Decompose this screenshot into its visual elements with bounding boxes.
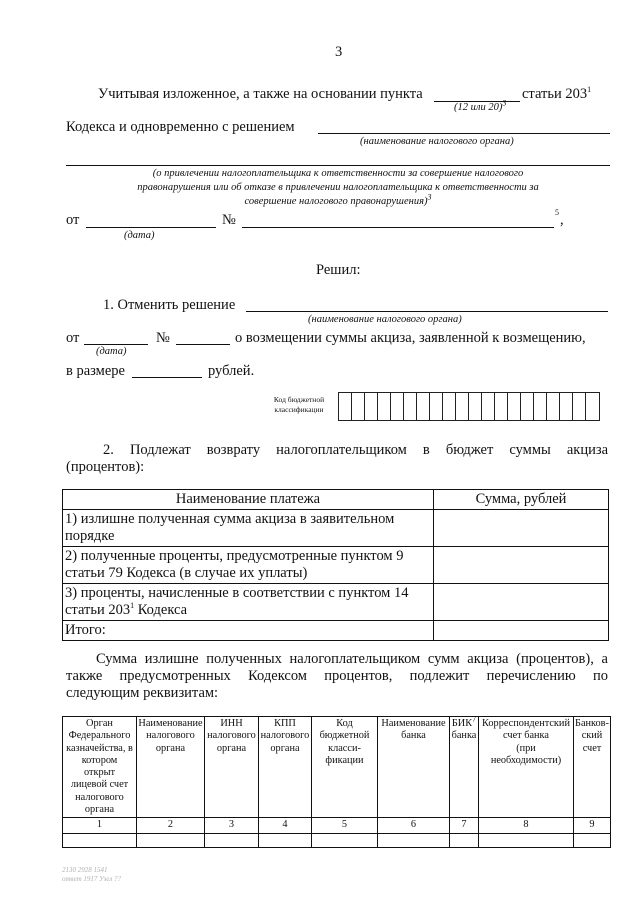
requisites-header-row xyxy=(63,717,611,818)
payment-sum-cell[interactable] xyxy=(434,584,609,621)
column-number-cell: 4 xyxy=(259,818,312,833)
kbk-digit-box[interactable] xyxy=(586,393,599,420)
requisite-value-cell[interactable] xyxy=(205,833,259,847)
authority-name-header: Наименование налогового органа xyxy=(137,717,205,818)
payment-name-cell: 1) излишне полученная сумма акциза в заявительном порядке xyxy=(63,510,434,547)
payment-sum-cell[interactable] xyxy=(434,547,609,584)
intro-line2-text: Кодекса и одновременно с решением xyxy=(66,119,295,135)
payment-name-cell: 2) полученные проценты, предусмотренные пунктом 9 статьи 79 Кодекса (в случае их уплаты) xyxy=(63,547,434,584)
table-row xyxy=(63,510,609,547)
column-number-cell: 2 xyxy=(137,818,205,833)
amount-label: в размере xyxy=(66,363,125,379)
decision-subject-field[interactable] xyxy=(66,165,610,166)
intro-article-text: статьи $203^1$ xyxy=(522,85,592,102)
column-number-cell: 9 xyxy=(574,818,611,833)
payment-table xyxy=(62,489,609,641)
cancel-authority-hint: (наименование налогового органа) xyxy=(308,314,462,325)
payment-table-header xyxy=(63,490,609,510)
bank-account-header: Банков- ский счет xyxy=(574,717,611,818)
decision-hint-3: совершение налогового правонарушения)$^3$ xyxy=(244,192,432,207)
column-number-cell: 1 xyxy=(63,818,137,833)
summary-line1: Сумма излишне полученных налогоплательщиком сумм акциза (процентов), а xyxy=(96,651,608,667)
payment-total-label: Итого: xyxy=(63,621,434,641)
amount-field[interactable] xyxy=(132,377,202,378)
requisite-value-cell[interactable] xyxy=(259,833,312,847)
requisite-value-cell[interactable] xyxy=(63,833,137,847)
kbk-digit-box[interactable] xyxy=(365,393,378,420)
kbk-digit-box[interactable] xyxy=(547,393,560,420)
item1-from-label: от xyxy=(66,330,80,346)
payment-total-sum[interactable] xyxy=(434,621,609,641)
requisite-value-cell[interactable] xyxy=(479,833,574,847)
kbk-digit-box[interactable] xyxy=(430,393,443,420)
table-row-total xyxy=(63,621,609,641)
inn-header: ИНН налогового органа xyxy=(205,717,259,818)
summary-line3: следующим реквизитам: xyxy=(66,685,219,701)
payment-sum-header: Сумма, рублей xyxy=(434,490,609,510)
requisite-value-cell[interactable] xyxy=(378,833,450,847)
kbk-digit-box[interactable] xyxy=(404,393,417,420)
decision-hint-2: правонарушения или об отказе в привлечении налогоплательщика к ответственности за xyxy=(137,182,539,193)
requisites-number-row xyxy=(63,818,611,833)
kbk-code-boxes[interactable] xyxy=(338,392,600,421)
kbk-digit-box[interactable] xyxy=(495,393,508,420)
requisite-value-cell[interactable] xyxy=(312,833,378,847)
cancel-authority-field[interactable] xyxy=(246,311,608,312)
kbk-digit-box[interactable] xyxy=(573,393,586,420)
cancel-number-field[interactable] xyxy=(176,344,230,345)
kbk-digit-box[interactable] xyxy=(352,393,365,420)
rubles-label: рублей. xyxy=(208,363,255,379)
decision-authority-field[interactable] xyxy=(318,133,610,134)
item1-refund-text: о возмещении суммы акциза, заявленной к возмещению, xyxy=(235,330,586,346)
kbk-digit-box[interactable] xyxy=(534,393,547,420)
item1-label: 1. Отменить решение xyxy=(103,297,236,313)
bank-name-header: Наименование банка xyxy=(378,717,450,818)
kbk-digit-box[interactable] xyxy=(443,393,456,420)
kbk-digit-box[interactable] xyxy=(469,393,482,420)
kbk-digit-box[interactable] xyxy=(378,393,391,420)
kbk-digit-box[interactable] xyxy=(482,393,495,420)
authority-hint: (наименование налогового органа) xyxy=(360,136,514,147)
kbk-digit-box[interactable] xyxy=(417,393,430,420)
item1-date-hint: (дата) xyxy=(96,346,127,357)
document-stamp: 2130 2928 1541 ответ 1917 Узел ?? xyxy=(62,866,121,883)
point-hint: (12 или 20)$^3$ xyxy=(454,98,507,113)
number-label: № xyxy=(222,212,236,228)
item2-line2: (процентов): xyxy=(66,459,145,475)
requisites-table xyxy=(62,716,611,848)
requisite-value-cell[interactable] xyxy=(574,833,611,847)
kbk-header: Код бюджетной класси- фикации xyxy=(312,717,378,818)
cancel-date-field[interactable] xyxy=(84,344,148,345)
item1-number-label: № xyxy=(156,330,170,346)
requisite-value-cell[interactable] xyxy=(137,833,205,847)
kbk-digit-box[interactable] xyxy=(521,393,534,420)
decision-number-field[interactable] xyxy=(242,227,554,228)
item2-line1: 2. Подлежат возврату налогоплательщиком в бюджет суммы акциза xyxy=(103,442,608,458)
page-number: 3 xyxy=(335,44,343,60)
payment-name-header: Наименование платежа xyxy=(63,490,434,510)
comma-mark: , xyxy=(560,212,564,228)
intro-line1-text: Учитывая изложенное, а также на основании пункта xyxy=(98,86,423,102)
bik-header: БИК$^7$ банка xyxy=(450,717,479,818)
column-number-cell: 5 xyxy=(312,818,378,833)
kbk-digit-box[interactable] xyxy=(560,393,573,420)
requisites-data-row xyxy=(63,833,611,847)
table-row xyxy=(63,547,609,584)
summary-line2: также предусмотренных Кодексом процентов, подлежит перечислению по xyxy=(66,668,608,684)
kbk-digit-box[interactable] xyxy=(508,393,521,420)
column-number-cell: 7 xyxy=(450,818,479,833)
kbk-digit-box[interactable] xyxy=(391,393,404,420)
kpp-header: КПП налогового органа xyxy=(259,717,312,818)
payment-sum-cell[interactable] xyxy=(434,510,609,547)
corr-account-header: Корреспондентский счет банка (при необходимости) xyxy=(479,717,574,818)
resolved-heading: Решил: xyxy=(316,262,361,278)
kbk-digit-box[interactable] xyxy=(339,393,352,420)
table-row xyxy=(63,584,609,621)
kbk-label: Код бюджетной классификации xyxy=(273,395,325,414)
column-number-cell: 8 xyxy=(479,818,574,833)
kbk-digit-box[interactable] xyxy=(456,393,469,420)
column-number-cell: 3 xyxy=(205,818,259,833)
decision-date-field[interactable] xyxy=(86,227,216,228)
footnote-5-mark: 5 xyxy=(555,208,559,217)
from-label: от xyxy=(66,212,80,228)
requisite-value-cell[interactable] xyxy=(450,833,479,847)
treasury-body-header: Орган Федерального казначейства, в котором открыт лицевой счет налогового органа xyxy=(63,717,137,818)
date-hint: (дата) xyxy=(124,230,155,241)
payment-name-cell: 3) проценты, начисленные в соответствии с пунктом 14 статьи $203^1$ Кодекса xyxy=(63,584,434,621)
column-number-cell: 6 xyxy=(378,818,450,833)
decision-hint-1: (о привлечении налогоплательщика к ответственности за совершение налогового xyxy=(152,168,524,179)
